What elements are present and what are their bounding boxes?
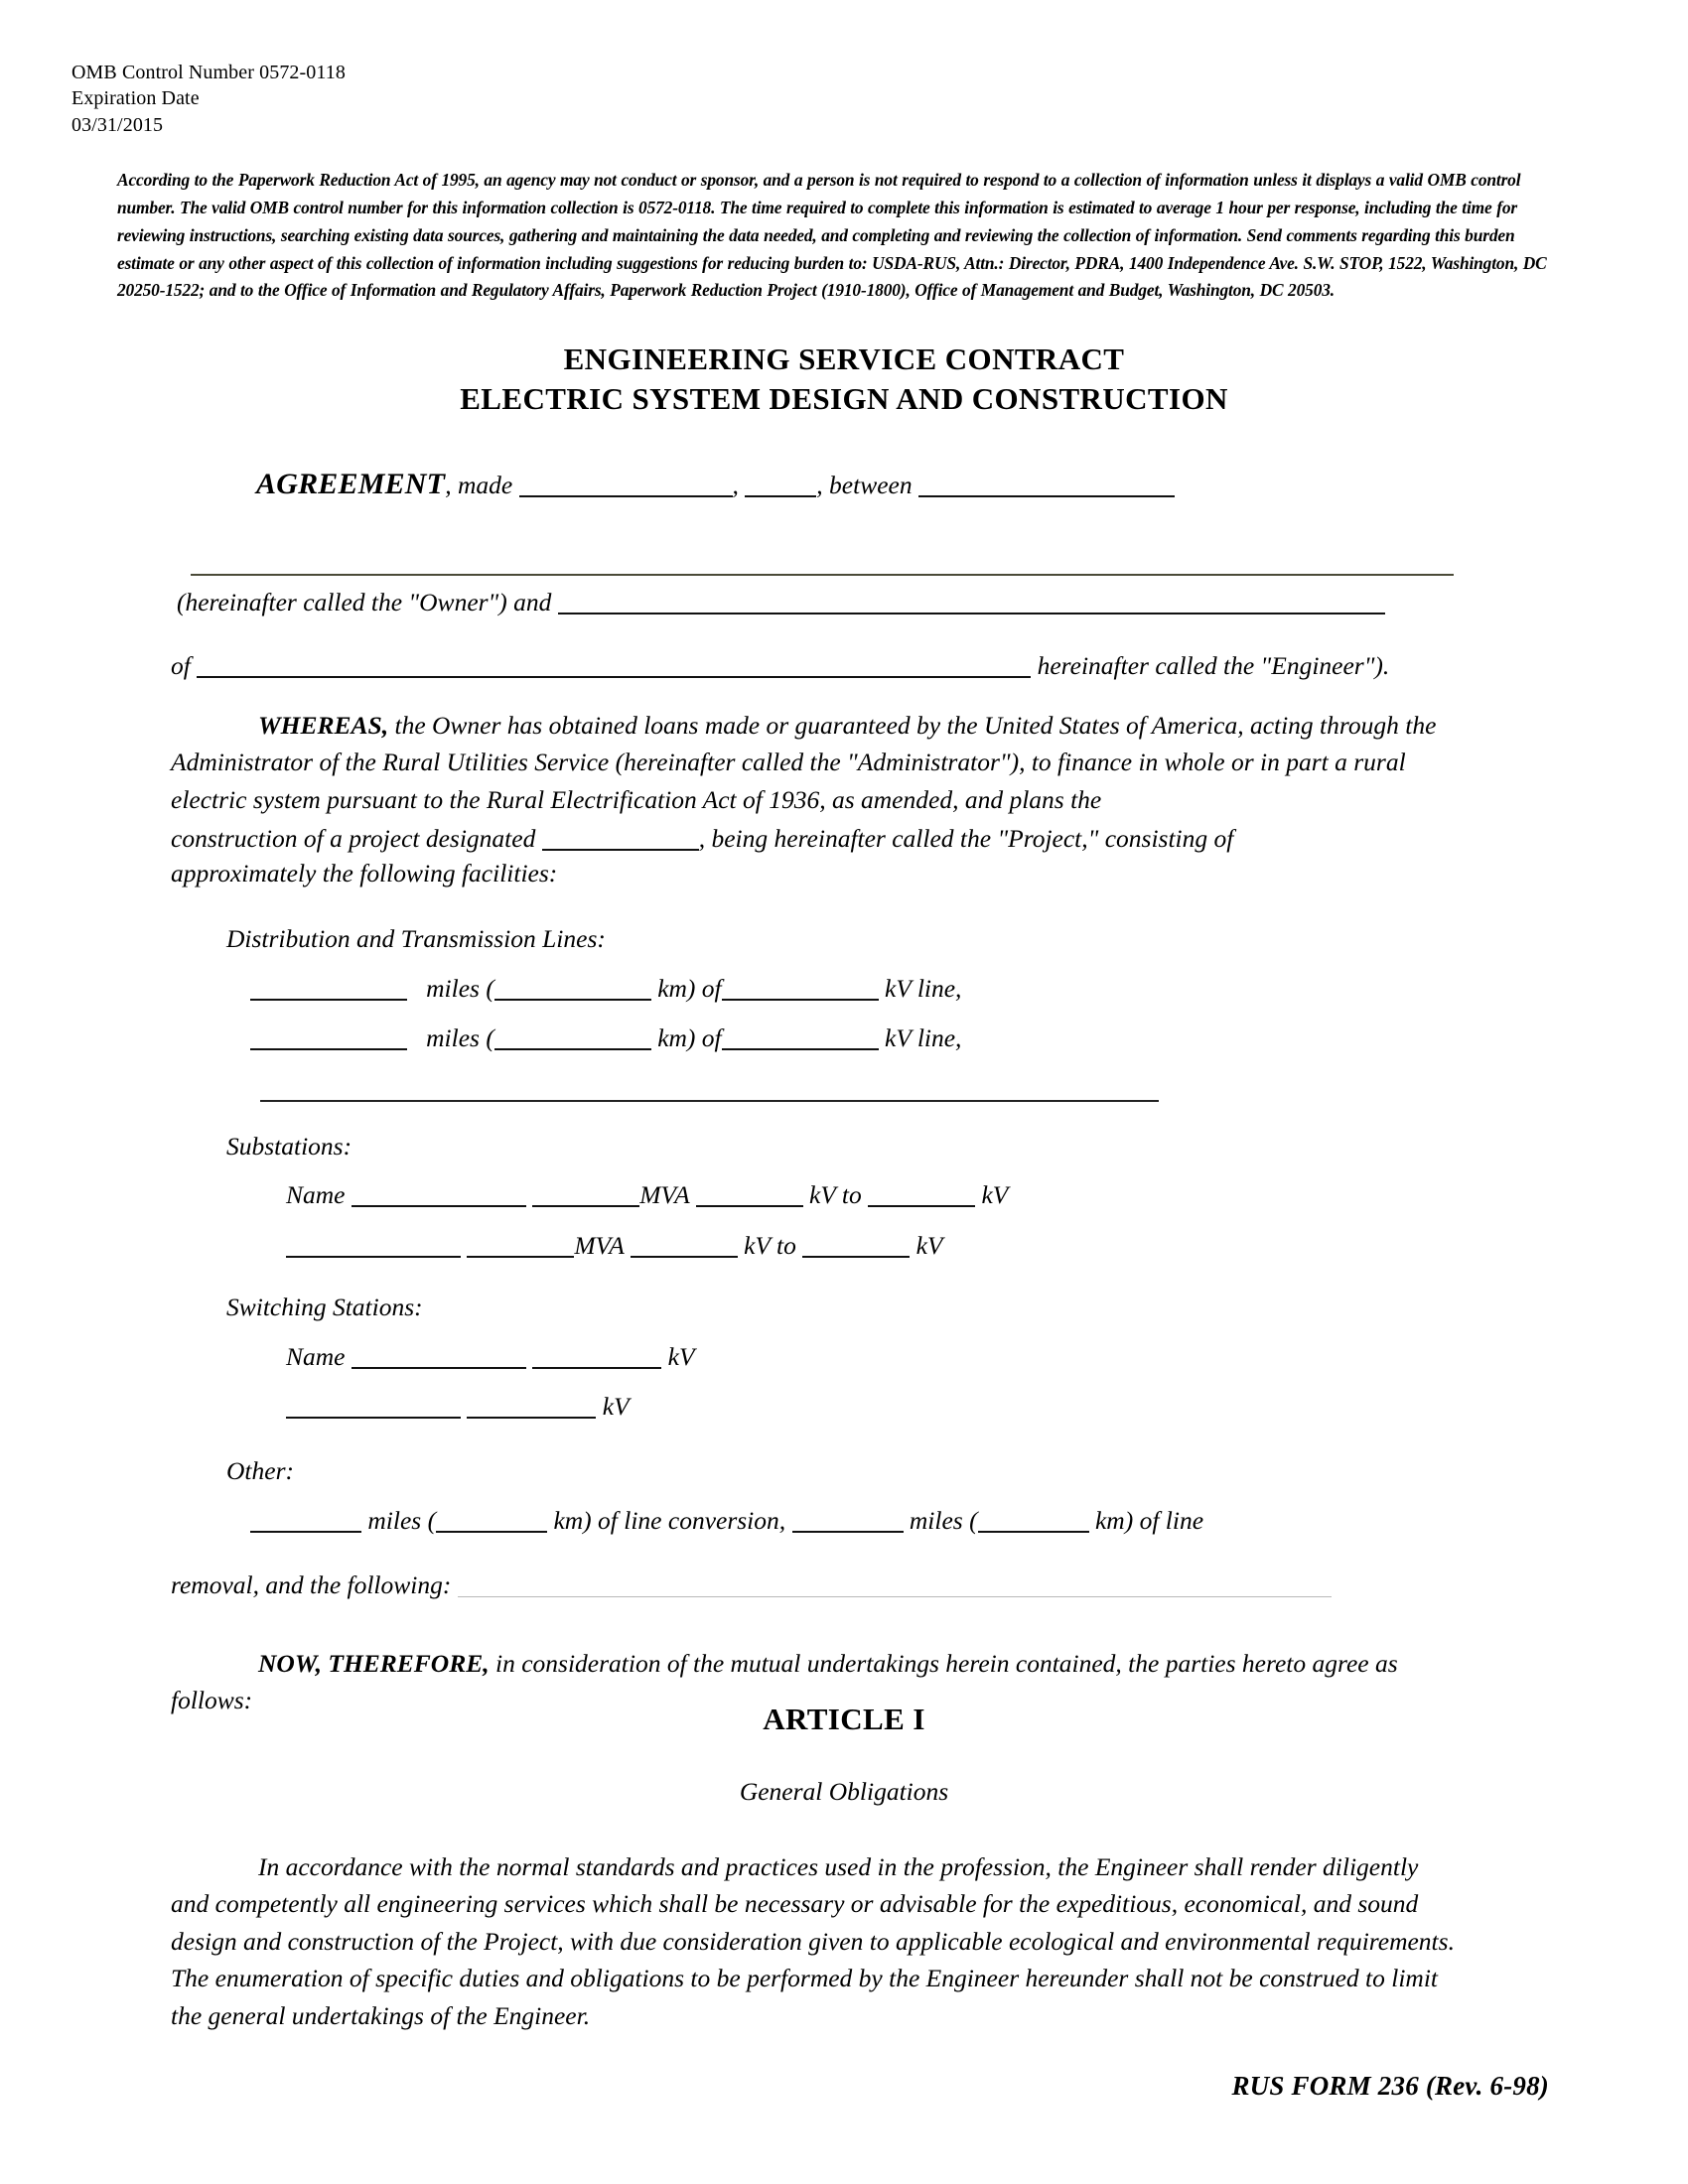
switching-name-field-2[interactable] bbox=[286, 1417, 461, 1419]
section-label-switching-stations: Switching Stations: bbox=[226, 1293, 423, 1321]
other-conversion-km-label: km) of line conversion, bbox=[553, 1506, 786, 1535]
agreement-year-field[interactable] bbox=[745, 495, 816, 497]
agreement-date-field[interactable] bbox=[519, 495, 733, 497]
distribution-additional-lines-field[interactable] bbox=[260, 1100, 1159, 1102]
owner-designation-label: (hereinafter called the "Owner") and bbox=[177, 588, 552, 616]
agreement-intro-line bbox=[256, 463, 1175, 506]
distribution-kv-field-2[interactable] bbox=[722, 1048, 879, 1050]
article-heading: ARTICLE I bbox=[763, 1702, 925, 1736]
substation-kv-unit-1: kV bbox=[981, 1180, 1009, 1209]
expiration-date-value: 03/31/2015 bbox=[71, 113, 164, 136]
substation-row-2 bbox=[286, 1227, 942, 1264]
now-therefore-lead-in: NOW, THEREFORE, bbox=[258, 1649, 490, 1678]
section-label-substations: Substations: bbox=[226, 1132, 352, 1160]
removal-following-field[interactable] bbox=[458, 1596, 1332, 1597]
section-label-other: Other: bbox=[226, 1456, 294, 1485]
substation-row-1 bbox=[286, 1176, 1008, 1213]
substation-name-field-1[interactable] bbox=[352, 1205, 526, 1207]
switching-kv-field-2[interactable] bbox=[467, 1417, 596, 1419]
owner-designation-line bbox=[177, 584, 1385, 620]
whereas-body-text: the Owner has obtained loans made or guaranteed by the United States of America, acting through the Administrator of the Rural Utilities Service (hereinafter called the "Administrator"), to finance in whole or in part a rural electric system pursuant to the Rural Electrification Act of 1936, as amended, and plans the bbox=[171, 711, 1437, 814]
distribution-km-field-2[interactable] bbox=[494, 1048, 651, 1050]
removal-following-line bbox=[171, 1567, 1332, 1603]
distribution-km-label-1: km) of bbox=[657, 974, 722, 1003]
omb-control-number: OMB Control Number 0572-0118 bbox=[71, 62, 346, 83]
engineer-of-label: of bbox=[171, 651, 191, 680]
substation-kv-from-field-1[interactable] bbox=[696, 1205, 803, 1207]
substation-name-field-2[interactable] bbox=[286, 1256, 461, 1258]
project-designation-line bbox=[171, 820, 1233, 857]
switching-kv-unit-1: kV bbox=[667, 1342, 695, 1371]
switching-kv-unit-2: kV bbox=[602, 1392, 630, 1421]
substation-mva-field-1[interactable] bbox=[532, 1205, 639, 1207]
distribution-km-field-1[interactable] bbox=[494, 999, 651, 1001]
section-label-distribution-lines: Distribution and Transmission Lines: bbox=[226, 924, 606, 953]
substation-mva-label-2: MVA bbox=[574, 1231, 625, 1260]
distribution-line-row-2 bbox=[250, 1020, 961, 1056]
distribution-kv-field-1[interactable] bbox=[722, 999, 879, 1001]
agreement-owner-name-field[interactable] bbox=[918, 495, 1175, 497]
document-title-line-1: ENGINEERING SERVICE CONTRACT bbox=[563, 341, 1125, 376]
substation-kv-to-field-2[interactable] bbox=[802, 1256, 910, 1258]
other-removal-miles-field[interactable] bbox=[792, 1531, 904, 1533]
document-title-line-2: ELECTRIC SYSTEM DESIGN AND CONSTRUCTION bbox=[460, 381, 1228, 417]
now-therefore-body-text: in consideration of the mutual undertakings herein contained, the parties hereto agree as follows: bbox=[171, 1649, 1398, 1715]
removal-following-label: removal, and the following: bbox=[171, 1570, 452, 1599]
distribution-miles-field-1[interactable] bbox=[250, 999, 407, 1001]
construction-prefix-text: construction of a project designated bbox=[171, 824, 536, 853]
other-conversion-miles-field[interactable] bbox=[250, 1531, 361, 1533]
other-conversion-miles-label: miles ( bbox=[367, 1506, 437, 1535]
substation-kv-from-field-2[interactable] bbox=[631, 1256, 738, 1258]
agreement-comma-2: , bbox=[816, 471, 823, 499]
article-body-text: In accordance with the normal standards and practices used in the profession, the Engineer shall render diligently and competently all engineering services which shall be necessary or advisable for the expeditious, economical, and sound design and construction of the Project, with due consideration given to applicable ecological and environmental requirements. The enumeration of specific duties and obligations to be performed by the Engineer hereunder shall not be construed to limit the general undertakings of the Engineer. bbox=[171, 1852, 1455, 2030]
distribution-km-label-2: km) of bbox=[657, 1024, 722, 1052]
substation-kv-to-label-1: kV to bbox=[809, 1180, 862, 1209]
substation-kv-unit-2: kV bbox=[915, 1231, 943, 1260]
substation-kv-to-field-1[interactable] bbox=[868, 1205, 975, 1207]
other-removal-km-field[interactable] bbox=[978, 1531, 1089, 1533]
distribution-miles-label-2: miles ( bbox=[426, 1024, 494, 1052]
agreement-between-label: between bbox=[829, 471, 913, 499]
owner-name-continuation-field[interactable] bbox=[191, 574, 1454, 576]
paperwork-reduction-act-notice: According to the Paperwork Reduction Act of 1995, an agency may not conduct or sponsor, and a person is not required to respond to a collection of information unless it displays a valid OMB control number. The valid OMB control number for this information collection is 0572-0118. The time required to complete this information is estimated to average 1 hour per response, including the time for reviewing instructions, searching existing data sources, gathering and maintaining the data needed, and completing and reviewing the collection of information. Send comments regarding this burden estimate or any other aspect of this collection of information including suggestions for reducing burden to: USDA-RUS, Attn.: Director, PDRA, 1400 Independence Ave. S.W. STOP, 1522, Washington, DC 20250-1522; and to the Office of Information and Regulatory Affairs, Paperwork Reduction Project (1910-1800), Office of Management and Budget, Washington, DC 20503. bbox=[117, 170, 1547, 301]
other-conversion-row bbox=[250, 1502, 1203, 1539]
switching-kv-field-1[interactable] bbox=[532, 1367, 661, 1369]
other-removal-miles-label: miles ( bbox=[909, 1506, 978, 1535]
engineer-name-field[interactable] bbox=[558, 613, 1385, 614]
construction-suffix-text: , being hereinafter called the "Project," consisting of bbox=[698, 824, 1234, 853]
substation-mva-label-1: MVA bbox=[639, 1180, 690, 1209]
article-subheading: General Obligations bbox=[739, 1777, 949, 1806]
distribution-miles-field-2[interactable] bbox=[250, 1048, 407, 1050]
whereas-lead-in: WHEREAS, bbox=[258, 711, 389, 740]
agreement-made-label: , made bbox=[445, 471, 513, 499]
other-removal-km-label: km) of line bbox=[1094, 1506, 1204, 1535]
other-conversion-km-field[interactable] bbox=[436, 1531, 547, 1533]
whereas-paragraph bbox=[171, 707, 1447, 818]
omb-header-block bbox=[71, 60, 346, 138]
distribution-kv-label-2: kV line, bbox=[885, 1024, 962, 1052]
form-identifier-footer: RUS FORM 236 (Rev. 6-98) bbox=[1231, 2071, 1549, 2101]
switching-name-field-1[interactable] bbox=[352, 1367, 526, 1369]
agreement-comma-1: , bbox=[732, 471, 739, 499]
substation-mva-field-2[interactable] bbox=[467, 1256, 574, 1258]
engineer-address-field[interactable] bbox=[197, 676, 1031, 678]
switching-station-row-1 bbox=[286, 1338, 695, 1375]
engineer-designation-label: hereinafter called the "Engineer"). bbox=[1037, 651, 1390, 680]
article-body-paragraph bbox=[171, 1848, 1457, 2034]
approximate-facilities-line: approximately the following facilities: bbox=[171, 859, 558, 887]
substation-kv-to-label-2: kV to bbox=[744, 1231, 796, 1260]
project-name-field[interactable] bbox=[542, 849, 699, 851]
substation-name-label: Name bbox=[286, 1180, 346, 1209]
distribution-miles-label-1: miles ( bbox=[426, 974, 494, 1003]
engineer-designation-line bbox=[171, 647, 1389, 684]
switching-station-row-2 bbox=[286, 1388, 630, 1425]
distribution-kv-label-1: kV line, bbox=[885, 974, 962, 1003]
expiration-date-label: Expiration Date bbox=[71, 87, 200, 110]
switching-name-label: Name bbox=[286, 1342, 346, 1371]
agreement-keyword: AGREEMENT bbox=[256, 468, 446, 500]
page-title bbox=[0, 340, 1688, 420]
distribution-line-row-1 bbox=[250, 970, 961, 1007]
